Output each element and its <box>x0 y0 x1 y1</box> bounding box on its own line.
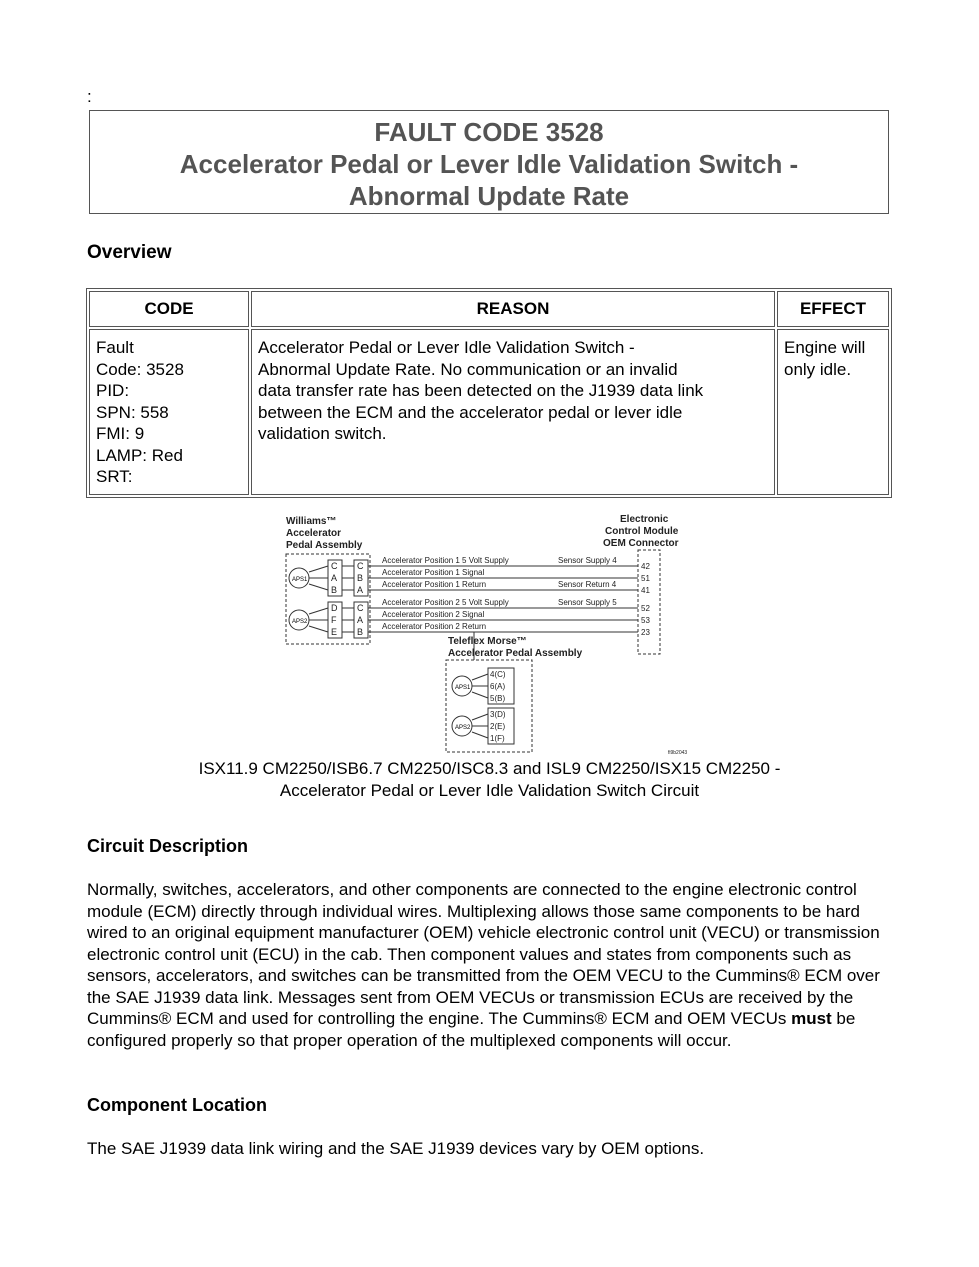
circuit-diagram <box>284 510 696 755</box>
pin-left: C <box>331 561 338 571</box>
effect-line: only idle. <box>784 359 852 379</box>
teleflex-aps2-label: APS2 <box>455 725 471 731</box>
caption-line1: ISX11.9 CM2250/ISB6.7 CM2250/ISC8.3 and ISL9 CM2250/ISX15 CM2250 - <box>198 759 781 778</box>
fault-title-line2: Accelerator Pedal or Lever Idle Validation Switch - <box>179 149 799 179</box>
fault-table <box>86 288 892 498</box>
page-colon: : <box>87 87 92 106</box>
williams-title-3: Pedal Assembly <box>286 540 363 551</box>
reason-line: Abnormal Update Rate. No communication or an invalid <box>258 359 678 379</box>
ecm-wire-label: Sensor Return 4 <box>558 580 617 589</box>
overview-heading: Overview <box>87 242 172 263</box>
teleflex-pin: 1(F) <box>490 734 505 743</box>
fault-table-row <box>89 329 889 495</box>
teleflex-pin: 5(B) <box>490 694 506 703</box>
circuit-text-2: be configured properly so that proper operation of the multiplexed components will occur. <box>87 1009 856 1050</box>
code-line: Code: 3528 <box>96 359 184 379</box>
aps2-sensor <box>289 610 309 630</box>
pin-mid: C <box>357 603 364 613</box>
teleflex-aps1-label: APS1 <box>455 685 471 691</box>
pin-left: A <box>331 573 338 583</box>
code-line: SRT: <box>96 467 133 486</box>
teleflex-aps1-sensor <box>452 676 472 696</box>
circuit-text-1: Normally, switches, accelerators, and other components are connected to the engine electronic control module (ECM) directly through individual wires. Multiplexing allows those same components to be hard wired to an original equipment manufacturer (OEM) vehicle electronic control unit (VECU) or transmission electronic control unit (ECU) in the cab. Then component values and states from components such as sensors, accelerators, and switches can be transmitted from the OEM VECU to the Cummins® ECM over the SAE J1939 data link. Messages sent from OEM VECUs or transmission ECUs are received by the Cummins® ECM and used for controlling the engine. The Cummins® ECM and OEM VECUs <box>87 880 880 1028</box>
pin-mid: B <box>357 573 364 583</box>
cell-code <box>89 329 249 495</box>
code-line: PID: <box>96 381 130 400</box>
wire-label: Accelerator Position 1 5 Volt Supply <box>382 556 509 565</box>
code-line: LAMP: Red <box>96 445 183 465</box>
code-line: SPN: 558 <box>96 402 169 422</box>
pin-mid: A <box>357 585 364 595</box>
ecm-wire-label: Sensor Supply 4 <box>558 556 617 565</box>
reason-line: data transfer rate has been detected on the J1939 data link <box>258 381 704 400</box>
pin-left: F <box>331 615 337 625</box>
reason-line: Accelerator Pedal or Lever Idle Validation Switch - <box>258 338 635 357</box>
wire-label: Accelerator Position 2 Return <box>382 622 487 631</box>
reason-line: between the ECM and the accelerator pedal or lever idle <box>258 402 683 422</box>
teleflex-pin: 2(E) <box>490 722 506 731</box>
wire-label: Accelerator Position 2 Signal <box>382 610 485 619</box>
caption-line2: Accelerator Pedal or Lever Idle Validation Switch Circuit <box>279 780 700 800</box>
figure-id: fi9b2043 <box>668 750 688 755</box>
header-effect: EFFECT <box>777 291 889 327</box>
ecm-pin: 52 <box>641 604 650 613</box>
circuit-description-paragraph <box>87 879 893 1051</box>
teleflex-pin: 4(C) <box>490 670 506 679</box>
ecm-pin: 53 <box>641 616 650 625</box>
teleflex-title-1: Teleflex Morse™ <box>448 636 527 647</box>
pin-mid: B <box>357 627 364 637</box>
ecm-pin: 42 <box>641 562 650 571</box>
ecm-pin: 23 <box>641 628 650 637</box>
fault-table-header-row <box>89 291 889 327</box>
ecm-title-3: OEM Connector <box>603 538 679 549</box>
williams-title-2: Accelerator <box>286 528 342 539</box>
aps1-label: APS1 <box>292 577 308 583</box>
pin-left: D <box>331 603 338 613</box>
fault-title-line3: Abnormal Update Rate <box>348 181 630 211</box>
teleflex-pin: 3(D) <box>490 710 506 719</box>
wire-label: Accelerator Position 2 5 Volt Supply <box>382 598 509 607</box>
teleflex-title-2: Accelerator Pedal Assembly <box>448 648 583 659</box>
teleflex-box <box>446 660 532 752</box>
aps1-sensor <box>289 568 309 588</box>
fault-title-box <box>89 110 889 214</box>
fault-title-line1: FAULT CODE 3528 <box>374 117 604 147</box>
pin-left: B <box>331 585 338 595</box>
williams-title-1: Williams™ <box>286 516 337 527</box>
figure-caption <box>87 758 892 801</box>
cell-effect <box>777 329 889 495</box>
wire-label: Accelerator Position 1 Return <box>382 580 487 589</box>
ecm-pin: 41 <box>641 586 650 595</box>
component-location-paragraph: The SAE J1939 data link wiring and the SAE J1939 devices vary by OEM options. <box>87 1139 705 1158</box>
teleflex-pin: 6(A) <box>490 682 506 691</box>
ecm-title-1: Electronic <box>620 514 669 525</box>
ecm-pin: 51 <box>641 574 650 583</box>
ecm-wire-label: Sensor Supply 5 <box>558 598 617 607</box>
pin-mid: C <box>357 561 364 571</box>
wire-label: Accelerator Position 1 Signal <box>382 568 485 577</box>
code-line: FMI: 9 <box>96 424 145 443</box>
circuit-description-heading: Circuit Description <box>87 836 249 856</box>
reason-line: validation switch. <box>258 424 387 443</box>
ecm-title-2: Control Module <box>605 526 679 537</box>
header-reason: REASON <box>251 291 775 327</box>
code-line: Fault <box>96 338 134 357</box>
component-location-heading: Component Location <box>87 1095 267 1115</box>
pin-left: E <box>331 627 338 637</box>
teleflex-aps2-sensor <box>452 716 472 736</box>
effect-line: Engine will <box>784 338 866 357</box>
cell-reason <box>251 329 775 495</box>
circuit-text-bold: must <box>791 1009 832 1028</box>
aps2-label: APS2 <box>292 619 308 625</box>
pin-mid: A <box>357 615 364 625</box>
header-code: CODE <box>89 291 249 327</box>
